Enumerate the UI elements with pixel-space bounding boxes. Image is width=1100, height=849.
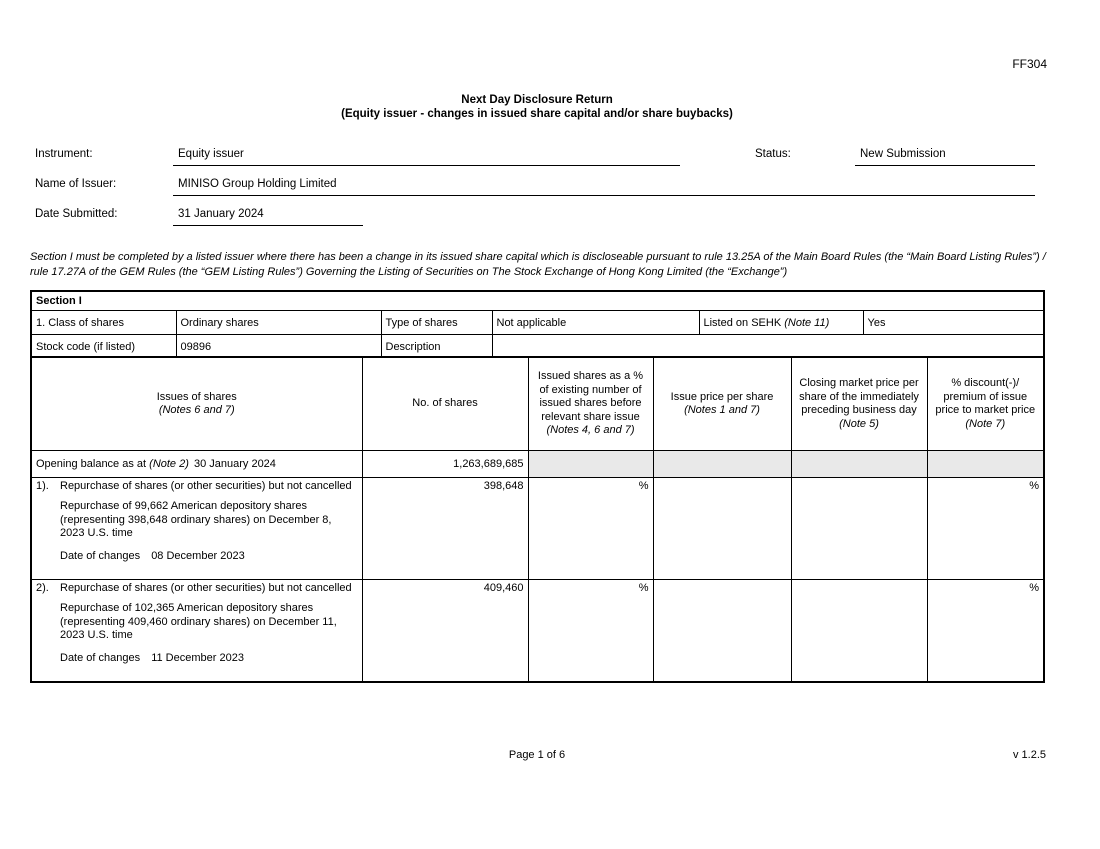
issue-description-cell xyxy=(31,580,362,683)
opening-shaded-cell-discount xyxy=(927,451,1044,478)
pct-existing-header xyxy=(528,357,653,451)
issue-title-line xyxy=(36,480,358,493)
status-label: Status: xyxy=(755,148,791,160)
discount-premium-value: % xyxy=(927,580,1044,683)
date-of-changes-value: 08 December 2023 xyxy=(151,549,245,562)
listed-on-sehk-cell xyxy=(699,311,863,335)
closing-price-value xyxy=(791,580,927,683)
stock-code-value: 09896 xyxy=(176,335,381,360)
discount-premium-value: % xyxy=(927,478,1044,580)
section1-title: Section I xyxy=(31,291,1044,311)
class-of-shares-label: 1. Class of shares xyxy=(31,311,176,335)
status-field[interactable]: New Submission xyxy=(855,148,1035,166)
section1-instructions: Section I must be completed by a listed issuer where there has been a change in its issued share capital which is discloseable pursuant to rule 13.25A of the Main Board Rules (the “Main Board Listing Rules”) / rule 17.27A of the GEM Rules (the “GEM Listing Rules”) Governing the Listing of Securities on The Stock Exchange of Hong Kong Limited (the “Exchange”) xyxy=(30,251,1046,278)
listed-on-sehk-note: (Note 11) xyxy=(784,316,830,329)
issue-price-header-text: Issue price per share xyxy=(670,390,774,403)
class-of-shares-value: Ordinary shares xyxy=(176,311,381,335)
listed-on-sehk-label: Listed on SEHK xyxy=(703,316,782,329)
date-submitted-label: Date Submitted: xyxy=(35,208,118,220)
issue-price-header-note: (Notes 1 and 7) xyxy=(684,404,760,416)
pct-existing-header-text: Issued shares as a % of existing number of issued shares before relevant share issue xyxy=(537,370,644,423)
opening-shaded-cell-pct xyxy=(528,451,653,478)
issues-of-shares-header-text: Issues of shares xyxy=(156,390,237,403)
no-of-shares-value: 398,648 xyxy=(362,478,528,580)
page-number: Page 1 of 6 xyxy=(508,749,566,761)
instrument-label: Instrument: xyxy=(35,148,93,160)
issue-detail: Repurchase of 99,662 American depository shares (representing 398,648 ordinary shares) on December 8, 2023 U.S. time xyxy=(60,500,332,539)
discount-premium-header-text: % discount(-)/ premium of issue price to market price xyxy=(935,377,1036,416)
date-of-changes-line xyxy=(60,550,358,562)
pct-existing-header-note: (Notes 4, 6 and 7) xyxy=(546,424,635,437)
listed-on-sehk-value: Yes xyxy=(863,311,1044,335)
pct-existing-value: % xyxy=(528,478,653,580)
issuer-field[interactable]: MINISO Group Holding Limited xyxy=(173,178,1035,196)
issuer-label: Name of Issuer: xyxy=(35,178,117,190)
table-row xyxy=(31,478,1044,580)
issue-description-cell xyxy=(31,478,362,580)
row-number: 2). xyxy=(36,582,49,594)
type-of-shares-value: Not applicable xyxy=(492,311,699,335)
share-issues-table xyxy=(30,356,1045,683)
instrument-field[interactable]: Equity issuer xyxy=(173,148,680,166)
opening-balance-note: (Note 2) xyxy=(149,458,189,470)
issue-title: Repurchase of shares (or other securities) but not cancelled xyxy=(60,582,352,594)
discount-premium-header-note: (Note 7) xyxy=(965,417,1006,430)
closing-price-header-note: (Note 5) xyxy=(839,417,879,430)
opening-shaded-cell-price xyxy=(653,451,791,478)
form-code: FF304 xyxy=(1012,57,1047,71)
row-number: 1). xyxy=(36,480,49,492)
issues-of-shares-header-note: (Notes 6 and 7) xyxy=(158,404,235,416)
issue-price-value xyxy=(653,478,791,580)
opening-balance-date: 30 January 2024 xyxy=(193,458,276,470)
issue-title-line xyxy=(36,582,358,595)
date-submitted-field[interactable]: 31 January 2024 xyxy=(173,208,363,226)
date-of-changes-label: Date of changes xyxy=(60,549,141,562)
version-label: v 1.2.5 xyxy=(1012,749,1046,761)
opening-balance-row xyxy=(31,451,1044,478)
section1-table xyxy=(30,290,1045,360)
opening-balance-shares: 1,263,689,685 xyxy=(362,451,528,478)
issue-title: Repurchase of shares (or other securities) but not cancelled xyxy=(60,480,352,492)
closing-price-header xyxy=(791,357,927,451)
title-block xyxy=(0,93,1074,121)
date-of-changes-label: Date of changes xyxy=(60,651,141,664)
table-row xyxy=(31,580,1044,683)
issue-detail: Repurchase of 102,365 American depository shares (representing 409,460 ordinary shares) on December 11, 2023 U.S. time xyxy=(60,602,337,641)
class-of-shares-row xyxy=(31,311,1044,335)
issues-of-shares-header xyxy=(31,357,362,451)
closing-price-header-text: Closing market price per share of the immediately preceding business day xyxy=(799,377,919,416)
page-subtitle: (Equity issuer - changes in issued share capital and/or share buybacks) xyxy=(341,108,733,120)
issue-price-value xyxy=(653,580,791,683)
pct-existing-value: % xyxy=(528,580,653,683)
description-label: Description xyxy=(381,335,492,360)
opening-balance-text: Opening balance as at xyxy=(36,458,147,470)
closing-price-value xyxy=(791,478,927,580)
page-title: Next Day Disclosure Return xyxy=(461,94,613,106)
section1-header-row xyxy=(31,291,1044,311)
date-of-changes-value: 11 December 2023 xyxy=(151,651,244,664)
date-of-changes-line xyxy=(60,652,358,664)
no-of-shares-header-text: No. of shares xyxy=(412,397,478,410)
share-table-header-row xyxy=(31,357,1044,451)
stock-code-label: Stock code (if listed) xyxy=(31,335,176,360)
opening-shaded-cell-closing xyxy=(791,451,927,478)
no-of-shares-header xyxy=(362,357,528,451)
type-of-shares-label: Type of shares xyxy=(381,311,492,335)
discount-premium-header xyxy=(927,357,1044,451)
issue-price-header xyxy=(653,357,791,451)
opening-balance-cell xyxy=(31,451,362,478)
no-of-shares-value: 409,460 xyxy=(362,580,528,683)
